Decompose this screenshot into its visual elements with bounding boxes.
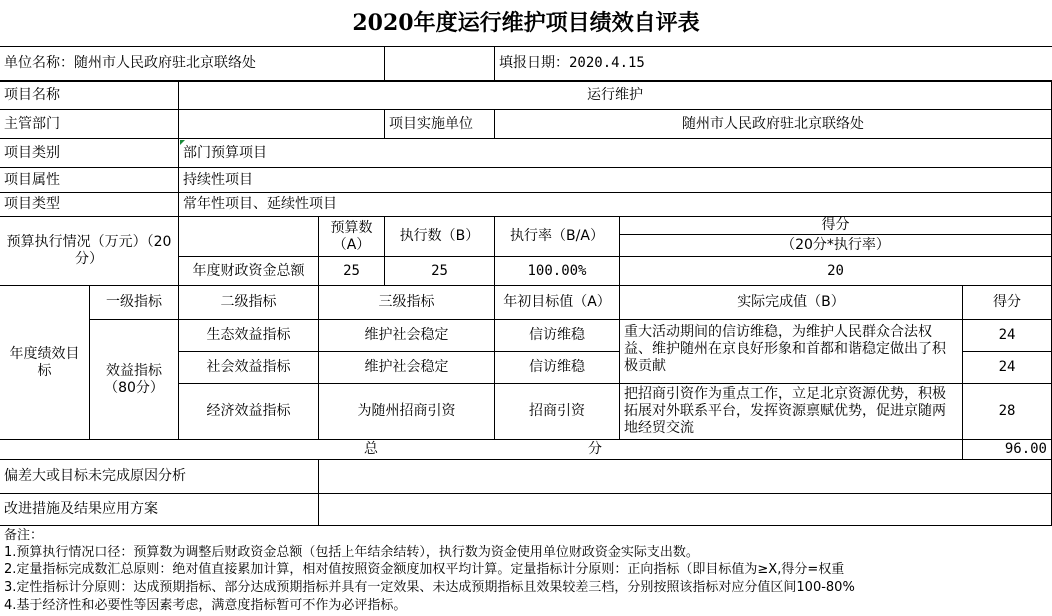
row3-level2: 经济效益指标	[179, 384, 319, 440]
budget-section-label: 预算执行情况（万元）（20分）	[0, 217, 179, 286]
row3-level3: 为随州招商引资	[319, 384, 495, 440]
row1-level2: 生态效益指标	[179, 320, 319, 352]
row2-level3: 维护社会稳定	[319, 352, 495, 384]
budget-col-budget: 预算数（A）	[319, 217, 385, 257]
attribute-label: 项目属性	[0, 168, 179, 193]
performance-section-label: 年度绩效目标	[0, 286, 90, 440]
report-date: 填报日期：2020.4.15	[495, 47, 1052, 81]
row1-level3: 维护社会稳定	[319, 320, 495, 352]
project-name-label: 项目名称	[0, 81, 179, 110]
header-blank	[385, 47, 495, 81]
note-2: 2.定量指标完成数汇总原则：绝对值直接累加计算，相对值按照资金额度加权平均计算。定量指标计分原则：正向指标（即目标值为≥X,得分=权重	[4, 562, 845, 577]
project-name-value: 运行维护	[179, 81, 1052, 110]
total-value: 96.00	[963, 440, 1052, 460]
level1-benefit: 效益指标（80分）	[90, 320, 179, 440]
dept-label: 主管部门	[0, 110, 179, 139]
budget-col-exec: 执行数（B）	[385, 217, 495, 257]
category-label: 项目类别	[0, 139, 179, 168]
improve-value	[319, 494, 1052, 526]
budget-row-label: 年度财政资金总额	[179, 257, 319, 286]
row1-target: 信访维稳	[495, 320, 620, 352]
category-value: 部门预算项目	[179, 139, 1052, 168]
dept-value	[179, 110, 385, 139]
type-value: 常年性项目、延续性项目	[179, 193, 1052, 217]
budget-col-rate: 执行率（B/A）	[495, 217, 620, 257]
actual-value-1: 重大活动期间的信访维稳，为维护人民群众合法权益、维护随州在京良好形象和首都和谐稳定做出了积极贡献	[620, 320, 963, 384]
impl-unit-value: 随州市人民政府驻北京联络处	[495, 110, 1052, 139]
impl-unit-label: 项目实施单位	[385, 110, 495, 139]
perf-header-level2: 二级指标	[179, 286, 319, 320]
budget-col-score-formula: （20分*执行率）	[620, 235, 1052, 257]
row3-score: 28	[963, 384, 1052, 440]
notes-heading: 备注：	[4, 528, 44, 543]
row3-target: 招商引资	[495, 384, 620, 440]
note-4: 4.基于经济性和必要性等因素考虑，满意度指标暂可不作为必评指标。	[4, 598, 407, 613]
row1-score: 24	[963, 320, 1052, 352]
total-row	[0, 440, 963, 460]
cell-comment-marker	[180, 140, 185, 145]
total-label-2: 分	[588, 441, 602, 457]
page-title: 2020年度运行维护项目绩效自评表	[0, 0, 1052, 47]
note-1: 1.预算执行情况口径：预算数为调整后财政资金总额（包括上年结余结转），执行数为资金使用单位财政资金实际支出数。	[4, 545, 699, 560]
actual-value-2: 把招商引资作为重点工作，立足北京资源优势，积极拓展对外联系平台，发挥资源禀赋优势，促进京随两地经贸交流	[620, 384, 963, 440]
rate-value: 100.00%	[495, 257, 620, 286]
budget-score-value: 20	[620, 257, 1052, 286]
row2-score: 24	[963, 352, 1052, 384]
attribute-value: 持续性项目	[179, 168, 1052, 193]
row2-target: 信访维稳	[495, 352, 620, 384]
note-3: 3.定性指标计分原则：达成预期指标、部分达成预期指标并具有一定效果、未达成预期指标且效果较差三档，分别按照该指标对应分值区间100-80%	[4, 580, 855, 595]
total-label-1: 总	[364, 441, 378, 457]
analysis-label: 偏差大或目标未完成原因分析	[0, 460, 319, 494]
analysis-value	[319, 460, 1052, 494]
perf-header-actual: 实际完成值（B）	[620, 286, 963, 320]
perf-header-score: 得分	[963, 286, 1052, 320]
perf-header-level3: 三级指标	[319, 286, 495, 320]
perf-header-level1: 一级指标	[90, 286, 179, 320]
improve-label: 改进措施及结果应用方案	[0, 494, 319, 526]
budget-header-blank	[179, 217, 319, 257]
unit-name: 单位名称：随州市人民政府驻北京联络处	[0, 47, 385, 81]
exec-value: 25	[385, 257, 495, 286]
type-label: 项目类型	[0, 193, 179, 217]
budget-value: 25	[319, 257, 385, 286]
budget-col-score: 得分	[620, 217, 1052, 235]
perf-header-target: 年初目标值（A）	[495, 286, 620, 320]
row2-level2: 社会效益指标	[179, 352, 319, 384]
